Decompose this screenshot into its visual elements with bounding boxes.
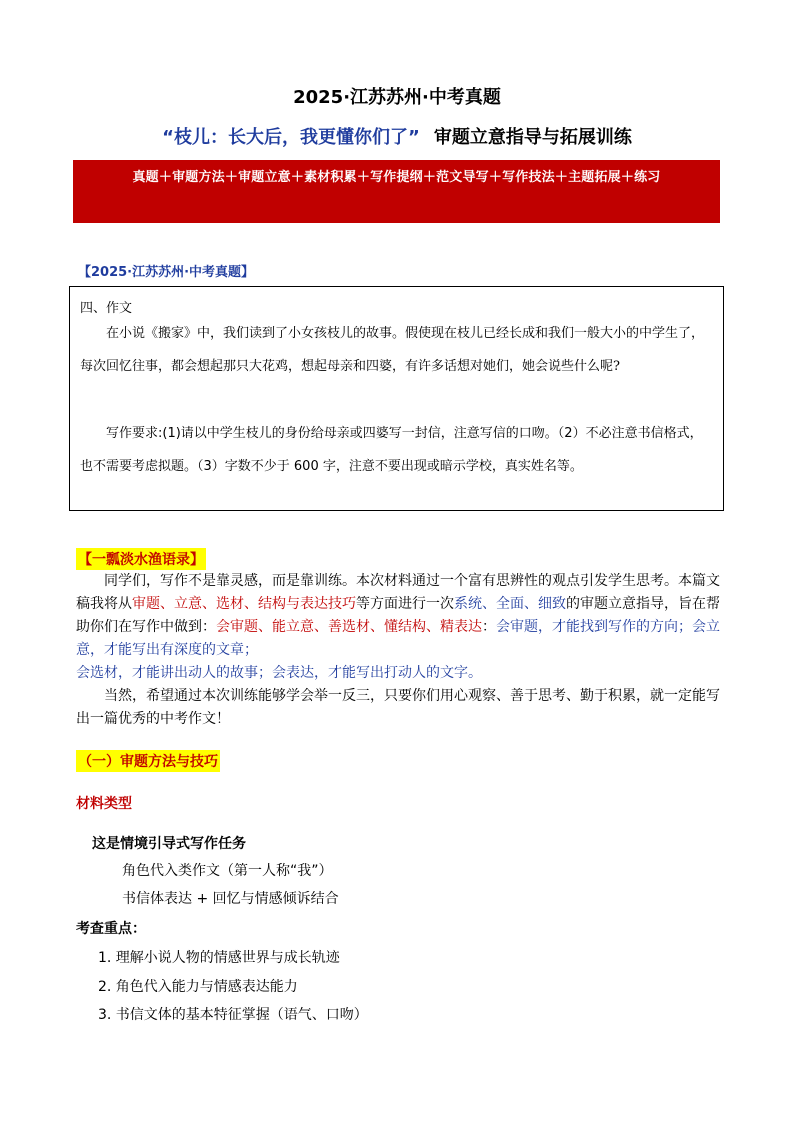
intro-paragraph-1b: 会选材，才能讲出动人的故事；会表达，才能写出打动人的文字。 (76, 665, 482, 681)
task-sub-item: 角色代入类作文（第一人称“我”） (122, 863, 333, 879)
question-requirements: 写作要求:(1)请以中学生枝儿的身份给母亲或四婆写一封信，注意写信的口吻。（2）不必注意书信格式，也不需要考虑拟题。（3）字数不少于 600 字，注意不要出现或暗示学校，真实姓名等。 (80, 426, 703, 474)
focus-item: 1. 理解小说人物的情感世界与成长轨迹 (98, 950, 340, 966)
intro-highlight-blue: 系统、全面、细致 (454, 596, 566, 612)
intro-highlight-red-2: 会审题、能立意、善选材、懂结构、精表达 (216, 619, 482, 635)
intro-paragraph-2: 当然，希望通过本次训练能够学会举一反三，只要你们用心观察、善于思考、勤于积累，就一定能写出一篇优秀的中考作文！ (76, 688, 720, 727)
subtitle-quote: “枝儿：长大后，我更懂你们了” (162, 127, 420, 148)
question-box (69, 286, 724, 511)
material-type-heading: 材料类型 (76, 796, 132, 812)
quote-label: 【一瓢淡水渔语录】 (76, 548, 206, 570)
question-heading: 四、作文 (80, 301, 133, 316)
question-prompt: 在小说《搬家》中，我们读到了小女孩枝儿的故事。假使现在枝儿已经长成和我们一般大小的中学生了，每次回忆往事，都会想起那只大花鸡，想起母亲和四婆，有许多话想对她们，她会说些什么呢? (80, 326, 705, 374)
source-label: 【2025·江苏苏州·中考真题】 (78, 265, 255, 280)
contents-banner: 真题＋审题方法＋审题立意＋素材积累＋写作提纲＋范文导写＋写作技法＋主题拓展＋练习 (73, 160, 720, 223)
task-line: 这是情境引导式写作任务 (92, 836, 246, 852)
intro-text (76, 570, 722, 731)
focus-label: 考查重点： (76, 921, 146, 937)
task-sub-item: 书信体表达 + 回忆与情感倾诉结合 (122, 891, 339, 907)
subtitle-rest: 审题立意指导与拓展训练 (433, 127, 632, 148)
intro-text-c: 的审题立意指导，旨在帮助你们在写作中做到 (76, 596, 720, 635)
intro-highlight-blue-2: 会审题，才能找到写作的方向；会立意，才能写出有深度的文章； (76, 619, 720, 658)
focus-item: 2. 角色代入能力与情感表达能力 (98, 979, 298, 995)
intro-text-a: 同学们，写作不是靠灵感，而是靠训练。本次材料通过一个富有思辨性的观点引发学生思考。本篇文稿我将从 (76, 573, 720, 612)
page-title: 2025·江苏苏州·中考真题 (293, 87, 501, 108)
intro-highlight-red: 审题、立意、选材、结构与表达技巧 (132, 596, 356, 612)
section-header: （一）审题方法与技巧 (76, 750, 220, 772)
focus-item: 3. 书信文体的基本特征掌握（语气、口吻） (98, 1007, 368, 1023)
intro-text-b: 等方面进行一次 (356, 596, 454, 612)
page-subtitle (0, 125, 794, 151)
intro-paragraph-1: 同学们，写作不是靠灵感，而是靠训练。本次材料通过一个富有思辨性的观点引发学生思考。本篇文稿我将从审题、立意、选材、结构与表达技巧等方面进行一次系统、全面、细致的审题立意指导，旨在帮助你们在写作中做到：会审题、能立意、善选材、懂结构、精表达：会审题，才能找到写作的方向；会立意，才能写出有深度的文章； (76, 573, 720, 658)
